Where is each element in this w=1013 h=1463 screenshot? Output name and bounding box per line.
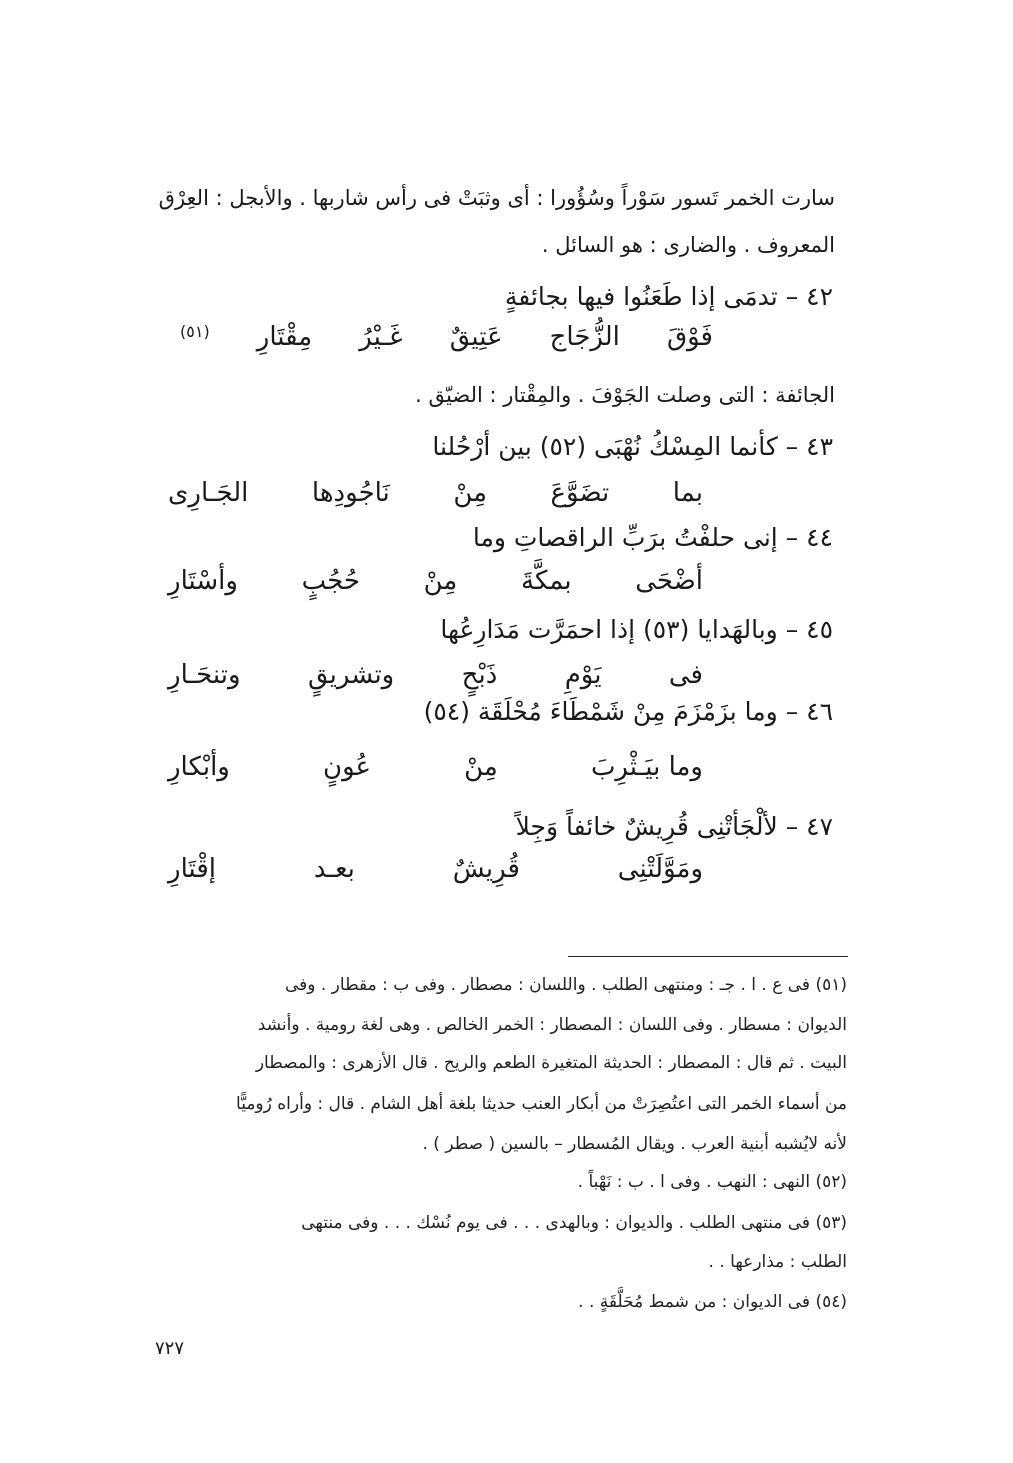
verse-word: وأسْتَارِ [168,566,238,596]
verse-word: وأبْكارِ [168,752,230,782]
verse-word: غَـيْرُ [359,322,403,352]
verse-word: مِنْ [423,566,458,596]
footnote-53: (٥٣) فى منتهى الطلب . والديوان : وبالهدى . . . فى يوم نُسْك . . . وفى منتهى [301,1213,847,1233]
verse-word: وتنحَـارِ [168,660,241,690]
verse-word: يَوْمِ [564,660,602,690]
footnote-53-cont: الطلب : مذارعها . . [708,1252,847,1272]
verse-word: نَاجُودِها [311,478,390,508]
verse-word: مِنْ [453,478,488,508]
verse-46-second-hemistich [168,752,703,783]
verse-46-first-hemistich: ٤٦ – وما بزَمْزَمَ مِنْ شَمْطَاءَ مُحْلَقَة (٥٤) [423,697,833,726]
verse-word: مِقْتَارِ [256,322,313,352]
verse-word: قُرِيشٌ [452,854,520,884]
verse-word: حُجُبٍ [301,566,360,596]
commentary-line: المعروف . والضارى : هو السائل . [541,233,835,257]
verse-word: وتشريقٍ [307,660,395,690]
verse-word: فَوْقَ [666,322,713,352]
footnote-ref: (٥١) [180,322,210,341]
verse-45-first-hemistich: ٤٥ – وبالهَدايا (٥٣) إذا احمَرَّت مَدَارِعُها [440,615,833,644]
verse-43-second-hemistich [168,478,703,509]
verse-word: ومَوَّلَتْنِى [617,854,703,884]
verse-44-first-hemistich: ٤٤ – إنى حلفْتُ برَبِّ الراقصاتِ وما [472,523,833,552]
verse-42-first-hemistich: ٤٢ – تدمَى إذا طَعَنُوا فيها بجائفةٍ [504,282,833,311]
footnote-51-cont: البيت . ثم قال : المصطار : الحديثة المتغيرة الطعم والريح . قال الأزهرى : والمصطار [255,1053,847,1073]
verse-word: عُونٍ [322,752,372,782]
verse-43-first-hemistich: ٤٣ – كأنما المِسْكُ نُهْبَى (٥٢) بين أرْحُلنا [432,432,833,461]
verse-word: بعـد [313,854,355,884]
commentary-line: الجائفة : التى وصلت الجَوْفَ . والمِقْتار : الضيّق . [415,383,835,407]
footnote-51-cont: من أسماء الخمر التى اعتُصِرَتْ من أبكار العنب حديثا بلغة أهل الشام . قال : وأراه رُوميًّا [236,1094,847,1114]
commentary-line: سارت الخمر تَسور سَوْراً وسُؤُورا : أى وثبَتْ فى رأس شاربها . والأبجل : العِرْق [158,186,835,210]
verse-42-second-hemistich [180,322,713,353]
verse-word: مِنْ [464,752,498,782]
footnote-52: (٥٢) النهى : النهب . وفى ا . ب : نَهْباً . [577,1172,847,1192]
footnote-51-cont: الديوان : مسطار . وفى اللسان : المصطار : الخمر الخالص . وهى لغة رومية . وأنشد [257,1015,847,1035]
verse-word: عَتِيقٌ [449,322,503,352]
verse-word: الجَـارِى [168,478,249,508]
verse-47-first-hemistich: ٤٧ – لألْجَأتْنِى قُرِيشٌ خائفاً وَجِلاً [515,812,833,841]
footnote-54: (٥٤) فى الديوان : من شمط مُحَلَّقَةٍ . . [578,1292,847,1312]
verse-44-second-hemistich [168,566,703,597]
verse-word: بمكَّةَ [521,566,572,596]
verse-45-second-hemistich [168,660,703,691]
footnote-51: (٥١) فى ع . ا . جـ : ومنتهى الطلب . واللسان : مصطار . وفى ب : مقطار . وفى [284,975,847,995]
footnote-51-cont: لأنه لايُشبه أبنية العرب . ويقال المُسطار – بالسين ( صطر ) . [422,1134,847,1154]
verse-47-second-hemistich [168,854,703,885]
page-number: ٧٢٧ [155,1338,185,1359]
verse-word: الزُّجَاج [549,322,620,352]
verse-word: أضْحَى [635,566,703,596]
verse-word: فى [668,660,703,690]
verse-word: تضَوَّعَ [550,478,610,508]
verse-word: إقْتَارِ [168,854,216,884]
verse-word: بما [672,478,703,508]
verse-word: وما بيَـثْرِبَ [590,752,703,782]
footnote-divider [568,956,848,957]
verse-word: ذَبْحٍ [461,660,498,690]
